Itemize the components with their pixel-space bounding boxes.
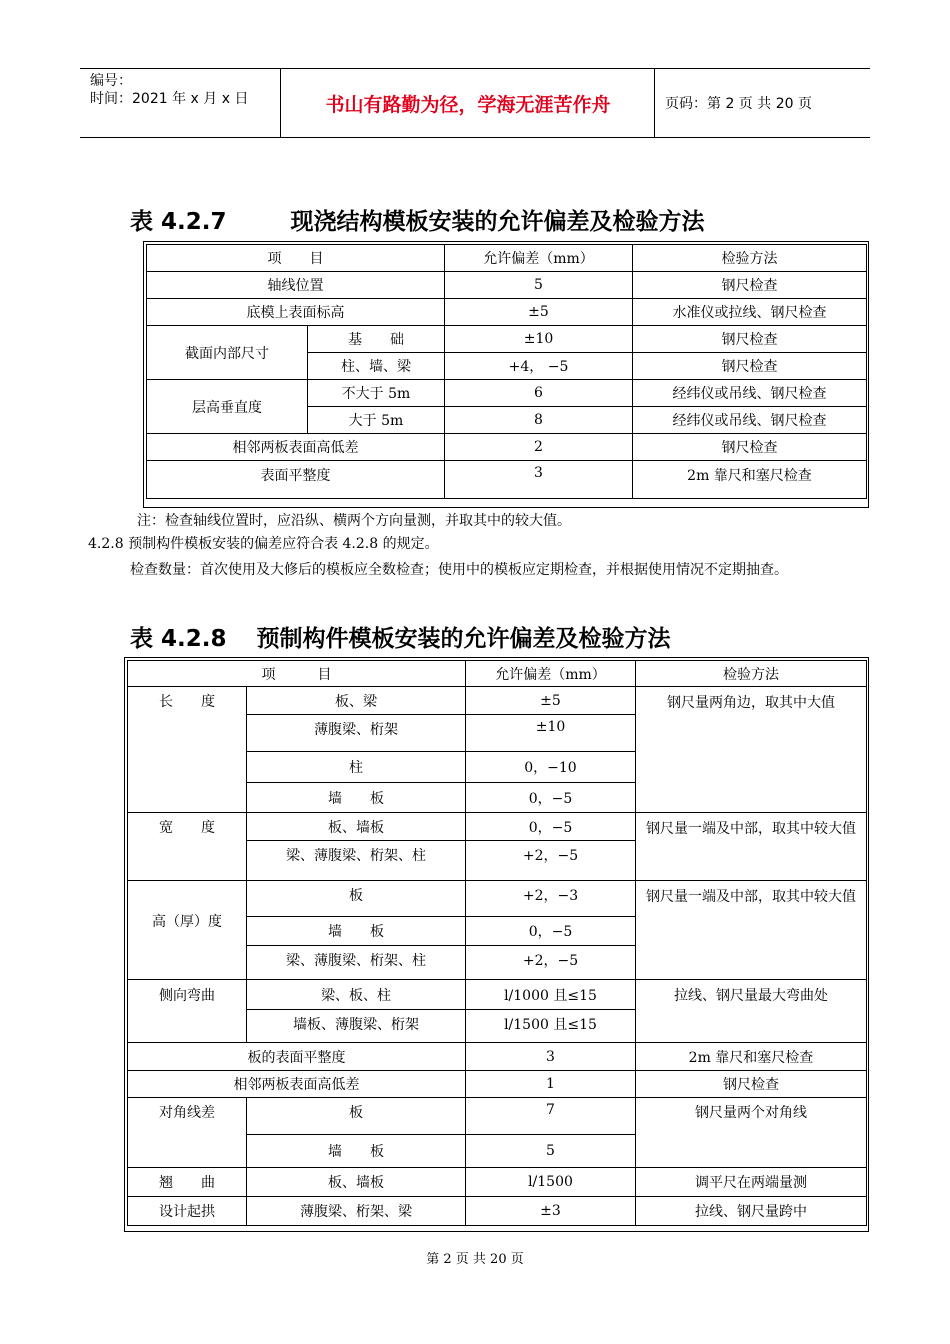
table-cell: 梁、薄腹梁、桁架、柱 [247, 946, 466, 980]
header-motto: 书山有路勤为径，学海无涯苦作舟 [282, 69, 655, 137]
table-header-cell: 检验方法 [636, 661, 867, 687]
table-group-cell: 高（厚）度 [128, 881, 247, 980]
table-row [128, 687, 867, 715]
table-cell: 8 [445, 407, 633, 434]
table-group-cell: 对角线差 [128, 1098, 247, 1168]
table-cell: 板、墙板 [247, 813, 466, 841]
table-row [147, 461, 867, 499]
table-cell: 相邻两板表面高低差 [147, 434, 445, 461]
table-row [147, 299, 867, 326]
table-row [147, 380, 867, 407]
table1-title-num: 表 4.2.7 [130, 209, 227, 235]
table-group-cell: 侧向弯曲 [128, 980, 247, 1043]
table-cell: 大于 5m [308, 407, 445, 434]
table-cell: 板 [247, 881, 466, 917]
table-row [128, 661, 867, 687]
table-cell: l/1500 且≤15 [466, 1010, 636, 1043]
table1-title [130, 203, 705, 236]
table-cell: ±10 [445, 326, 633, 353]
table-header-cell: 项 目 [147, 245, 445, 272]
table-cell: 1 [466, 1071, 636, 1098]
table-row [128, 980, 867, 1010]
table-header-cell: 允许偏差（mm） [466, 661, 636, 687]
table-cell: 2m 靠尺和塞尺检查 [636, 1043, 867, 1071]
table1-title-text: 现浇结构模板安装的允许偏差及检验方法 [290, 209, 705, 235]
table-cell: 板 [247, 1098, 466, 1135]
table2-title-text: 预制构件模板安装的允许偏差及检验方法 [256, 626, 671, 652]
table-row [128, 813, 867, 841]
table-cell: 板、梁 [247, 687, 466, 715]
table-cell: +2，−5 [466, 841, 636, 881]
table-cell: 板、墙板 [247, 1168, 466, 1197]
table-row [128, 1043, 867, 1071]
table-header-cell: 允许偏差（mm） [445, 245, 633, 272]
table-cell: 拉线、钢尺量跨中 [636, 1197, 867, 1226]
table-cell: 0，−10 [466, 752, 636, 783]
table-cell: ±5 [466, 687, 636, 715]
table-row [128, 1168, 867, 1197]
table-method-cell: 钢尺量两角边，取其中大值 [636, 687, 867, 813]
table-cell: 钢尺检查 [633, 326, 867, 353]
table-cell: 3 [445, 461, 633, 499]
table-method-cell: 钢尺量一端及中部，取其中较大值 [636, 881, 867, 980]
table-cell: 相邻两板表面高低差 [128, 1071, 466, 1098]
table-method-cell: 拉线、钢尺量最大弯曲处 [636, 980, 867, 1043]
table-cell: 2 [445, 434, 633, 461]
table-row [128, 1098, 867, 1135]
table-cell: 底模上表面标高 [147, 299, 445, 326]
table-header-cell: 项 目 [128, 661, 466, 687]
table-cell: +2，−3 [466, 881, 636, 917]
table-row [147, 272, 867, 299]
table-group-cell: 宽 度 [128, 813, 247, 881]
table-cell: 钢尺检查 [633, 353, 867, 380]
page-footer: 第 2 页 共 20 页 [426, 1252, 524, 1267]
table-cell: 梁、薄腹梁、桁架、柱 [247, 841, 466, 881]
table-cell: 经纬仪或吊线、钢尺检查 [633, 407, 867, 434]
table-cell: ±3 [466, 1197, 636, 1226]
table-cell: l/1500 [466, 1168, 636, 1197]
table-cell: ±10 [466, 715, 636, 752]
table-cell: 墙 板 [247, 917, 466, 946]
page-header [80, 68, 870, 138]
table-cell: 7 [466, 1098, 636, 1135]
table2 [127, 660, 867, 1226]
table-cell: 轴线位置 [147, 272, 445, 299]
table-group-cell: 截面内部尺寸 [147, 326, 308, 380]
table-cell: 2m 靠尺和塞尺检查 [633, 461, 867, 499]
table-method-cell: 钢尺量一端及中部，取其中较大值 [636, 813, 867, 881]
table-row [147, 245, 867, 272]
table-row [147, 434, 867, 461]
table-cell: 翘 曲 [128, 1168, 247, 1197]
header-meta [80, 69, 281, 137]
table1-note: 注：检查轴线位置时，应沿纵、横两个方向量测，并取其中的较大值。 [137, 513, 571, 529]
table-row [128, 1071, 867, 1098]
table-cell: 墙 板 [247, 1135, 466, 1168]
table-cell: 墙板、薄腹梁、桁架 [247, 1010, 466, 1043]
table-cell: 表面平整度 [147, 461, 445, 499]
table-cell: 薄腹梁、桁架、梁 [247, 1197, 466, 1226]
table-cell: 3 [466, 1043, 636, 1071]
number-label: 编号： [90, 73, 132, 89]
table-cell: 柱、墙、梁 [308, 353, 445, 380]
table-cell: 设计起拱 [128, 1197, 247, 1226]
table-cell: 水准仪或拉线、钢尺检查 [633, 299, 867, 326]
table-cell: ±5 [445, 299, 633, 326]
table-cell: 柱 [247, 752, 466, 783]
table-group-cell: 长 度 [128, 687, 247, 813]
table-row [128, 881, 867, 917]
table-header-cell: 检验方法 [633, 245, 867, 272]
inspection-text: 检查数量：首次使用及大修后的模板应全数检查；使用中的模板应定期检查，并根据使用情况不定期抽查。 [130, 562, 788, 578]
time-label: 时间：2021 年 x 月 x 日 [90, 91, 249, 107]
header-page-label: 页码：第 2 页 共 20 页 [665, 96, 812, 112]
table-cell: 0，−5 [466, 917, 636, 946]
table-cell: 梁、板、柱 [247, 980, 466, 1010]
clause-4-2-8: 4.2.8 预制构件模板安装的偏差应符合表 4.2.8 的规定。 [88, 536, 439, 552]
table-cell: 基 础 [308, 326, 445, 353]
table2-title-num: 表 4.2.8 [130, 626, 227, 652]
table1 [146, 244, 867, 499]
table-row [147, 326, 867, 353]
table-cell: 5 [466, 1135, 636, 1168]
table-cell: +4， −5 [445, 353, 633, 380]
table-group-cell: 层高垂直度 [147, 380, 308, 434]
table-cell: 不大于 5m [308, 380, 445, 407]
table-cell: 0，−5 [466, 783, 636, 813]
table-cell: 钢尺检查 [633, 434, 867, 461]
table-cell: 墙 板 [247, 783, 466, 813]
table-cell: 调平尺在两端量测 [636, 1168, 867, 1197]
table-cell: 板的表面平整度 [128, 1043, 466, 1071]
table-cell: 薄腹梁、桁架 [247, 715, 466, 752]
table-method-cell: 钢尺量两个对角线 [636, 1098, 867, 1168]
table-cell: 5 [445, 272, 633, 299]
table2-title [130, 620, 671, 653]
table-cell: +2，−5 [466, 946, 636, 980]
table-cell: 经纬仪或吊线、钢尺检查 [633, 380, 867, 407]
table-cell: 6 [445, 380, 633, 407]
table-cell: l/1000 且≤15 [466, 980, 636, 1010]
table-row [128, 1197, 867, 1226]
table-cell: 0，−5 [466, 813, 636, 841]
table-cell: 钢尺检查 [633, 272, 867, 299]
table-cell: 钢尺检查 [636, 1071, 867, 1098]
